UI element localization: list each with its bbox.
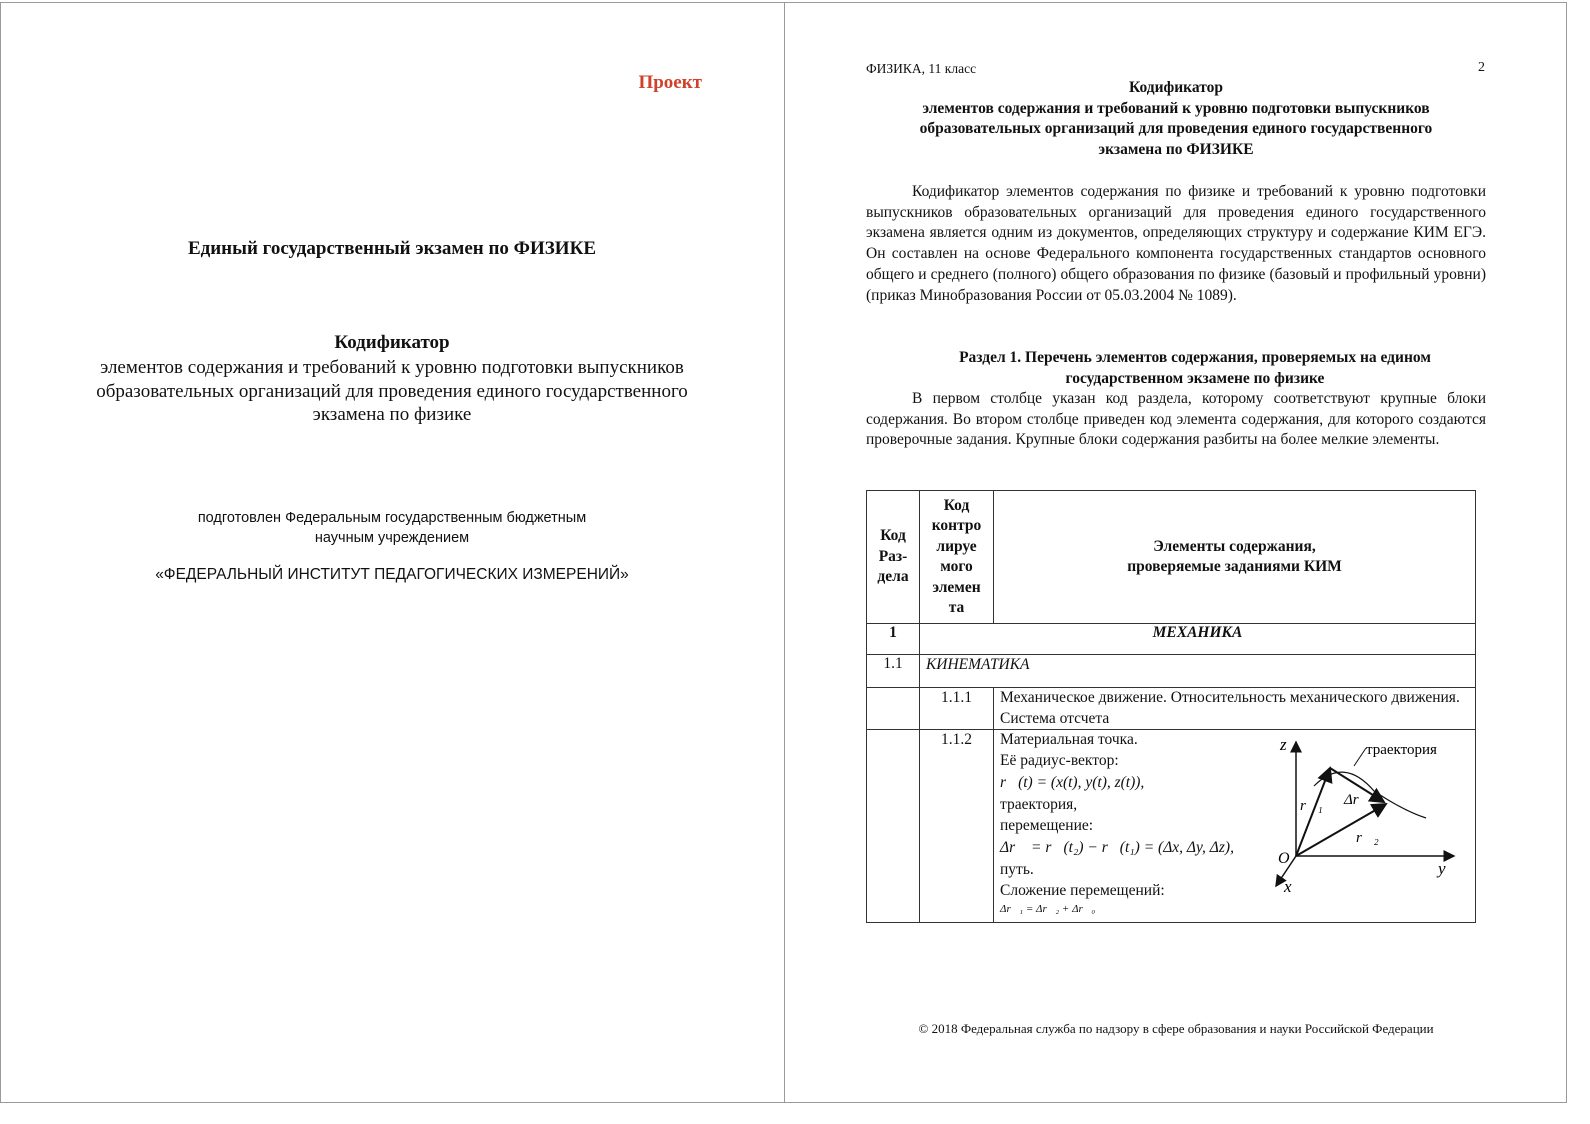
label-z: z [1280, 736, 1287, 754]
text-line: Её радиус-вектор: [1000, 751, 1119, 769]
row-code: 1.1.1 [920, 688, 994, 730]
heading-line3: образовательных организаций для проведения единого государственного [919, 120, 1433, 137]
title-page [0, 0, 784, 1105]
row-empty-cell [867, 730, 920, 923]
kinematics-diagram [1274, 736, 1474, 896]
section-title [885, 347, 1505, 389]
header-line: проверяемые заданиями КИМ [1127, 558, 1342, 575]
text-line: перемещение: [1000, 816, 1094, 834]
header-line: Элементы содержания, [1153, 537, 1316, 555]
formula-displacement: Δr⃗ = r⃗(t₂) − r⃗(t₁) = (Δx, Δy, Δz), [1000, 839, 1234, 856]
running-header: ФИЗИКА, 11 класс [866, 61, 977, 76]
prepared-by-line1: подготовлен Федеральным государственным бюджетным [197, 510, 587, 526]
header-section-code [867, 491, 920, 624]
header-elements [994, 491, 1476, 624]
header-line: мого [940, 558, 973, 575]
codifier-heading [866, 78, 1486, 160]
label-o: O [1278, 850, 1290, 867]
label-r1: r⃗₁ [1300, 798, 1323, 814]
project-stamp: Проект [638, 72, 702, 93]
header-line: Раз- [878, 547, 908, 565]
label-trajectory: траектория [1366, 742, 1437, 758]
header-line: та [948, 599, 965, 616]
header-line: Код [943, 496, 970, 514]
exam-title: Единый государственный экзамен по ФИЗИКЕ [187, 238, 597, 259]
codifier-table [866, 490, 1476, 923]
header-line: дела [877, 568, 909, 586]
text-line: Материальная точка. [1000, 731, 1138, 748]
codifier-subtitle: элементов содержания и требований к уровню подготовки выпускников образовательных организаций для проведения единого государственного экзамена по физике [96, 357, 688, 425]
section-title-line2: государственном экзамене по физике [1065, 370, 1325, 387]
row-label: МЕХАНИКА [920, 624, 1476, 655]
header-line: контро [931, 517, 982, 534]
header-line: Код [880, 527, 906, 545]
row-empty-cell [867, 688, 920, 730]
section-title-line1: Раздел 1. Перечень элементов содержания, проверяемых на едином [959, 349, 1431, 366]
content-page [785, 0, 1567, 1105]
page-number: 2 [1478, 60, 1485, 75]
label-dr: Δr⃗ [1344, 792, 1371, 808]
header-element-code [920, 491, 994, 624]
heading-line1: Кодификатор [1128, 79, 1224, 96]
table-row-kinematics [867, 655, 1476, 688]
codifier-title: Кодификатор [334, 332, 450, 353]
intro-text: Кодификатор элементов содержания по физике и требований к уровню подготовки выпускников образовательных организаций для проведения единого государственного экзамена является одним из документов, определяющих структуру и содержание КИМ ЕГЭ. Он составлен на основе Федерального компонента государственных стандартов основного общего и среднего (полного) общего образования по физике (базовый и профильный уровни) (приказ Минобразования России от 05.03.2004 № 1089). [866, 183, 1486, 304]
row-code: 1.1 [867, 655, 920, 688]
table-row-mechanics [867, 624, 1476, 655]
row-text: Механическое движение. Относительность механического движения. Система отсчета [994, 688, 1476, 730]
copyright-footer: © 2018 Федеральная служба по надзору в сфере образования и науки Российской Федерации [918, 1021, 1434, 1036]
table-row-1-1-1 [867, 688, 1476, 730]
text-line: траектория, [1000, 796, 1078, 813]
header-line: лируе [936, 537, 977, 555]
heading-line4: экзамена по ФИЗИКЕ [1098, 140, 1254, 158]
formula-radius-vector: r⃗(t) = (x(t), y(t), z(t)), [1000, 774, 1145, 791]
trajectory-pointer [1354, 748, 1366, 766]
row-content [994, 730, 1476, 923]
row-code: 1 [867, 624, 920, 655]
row-label: КИНЕМАТИКА [920, 655, 1476, 688]
row-code: 1.1.2 [920, 730, 994, 923]
section-text: В первом столбце указан код раздела, которому соответствуют крупные блоки содержания. Во втором столбце приведен код элемента содержания, для которого создаются проверочные задания. Крупные блоки содержания разбиты на более мелкие элементы. [866, 390, 1486, 449]
formula-sum: Δr⃗₁ = Δr⃗₂ + Δr⃗₀ [1000, 903, 1096, 915]
prepared-by-line2: научным учреждением [314, 530, 470, 546]
table-header-row [867, 491, 1476, 624]
heading-line2: элементов содержания и требований к уровню подготовки выпускников [922, 99, 1430, 117]
header-line: элемен [932, 578, 981, 596]
text-line: Сложение перемещений: [1000, 881, 1165, 899]
institute-name: «ФЕДЕРАЛЬНЫЙ ИНСТИТУТ ПЕДАГОГИЧЕСКИХ ИЗМЕРЕНИЙ» [155, 566, 629, 583]
label-x: x [1284, 877, 1292, 896]
section-paragraph [866, 389, 1486, 451]
label-r2: r⃗₂ [1356, 830, 1379, 846]
table-row-1-1-2 [867, 730, 1476, 923]
prepared-by [0, 508, 784, 548]
label-y: y [1438, 859, 1446, 878]
intro-paragraph [866, 182, 1486, 306]
text-line: путь. [1000, 861, 1034, 878]
